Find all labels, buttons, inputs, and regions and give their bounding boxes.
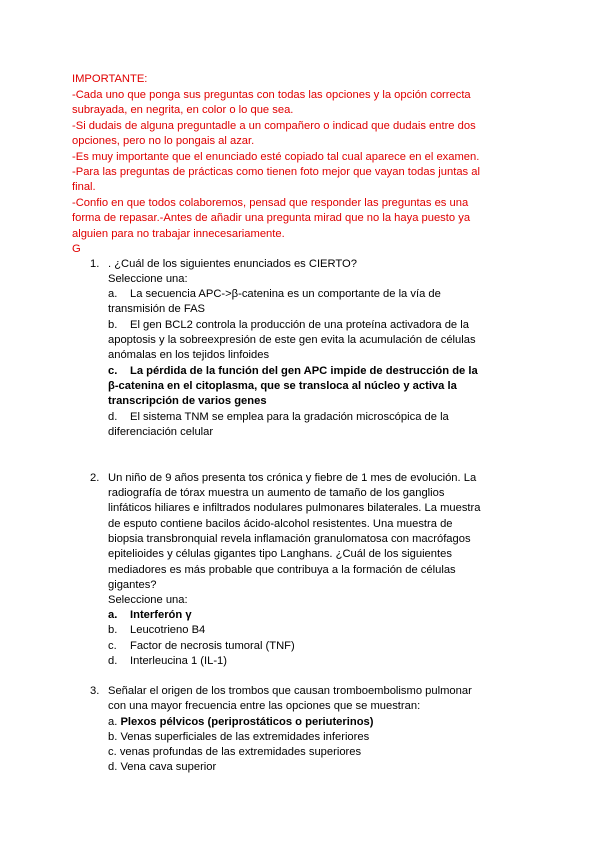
option-b[interactable] [108, 318, 469, 332]
option-letter: b. [108, 319, 118, 331]
question-stem: con una mayor frecuencia entre las opciones que se muestran: [108, 700, 421, 712]
option-text-cont: diferenciación celular [108, 426, 214, 438]
notice-line: final. [72, 181, 96, 193]
option-text-cont: anómalas en los tejidos linfoides [108, 349, 270, 361]
option-letter: d. [108, 655, 118, 667]
option-text: La secuencia APC->β-catenina es un comportante de la vía de [130, 288, 441, 300]
question-stem: Señalar el origen de los trombos que causan tromboembolismo pulmonar [108, 685, 472, 697]
option-letter: a. [108, 609, 118, 621]
notice-line: alguien para no trabajar innecesariamente. [72, 228, 285, 240]
question-stem: de esputo contiene bacilos ácido-alcohol resistentes. Una muestra de [108, 518, 453, 530]
notice-line: opciones, pero no lo pongais al azar. [72, 135, 255, 147]
option-b[interactable] [108, 623, 205, 637]
option-text: El sistema TNM se emplea para la gradación microscópica de la [130, 411, 449, 423]
option-b[interactable] [108, 730, 369, 744]
option-letter: b. [108, 731, 118, 743]
option-text: Plexos pélvicos (periprostáticos o periuterinos) [120, 716, 374, 728]
option-text: El gen BCL2 controla la producción de una proteína activadora de la [130, 319, 469, 331]
option-c[interactable] [108, 745, 361, 759]
notice-title: IMPORTANTE: [72, 73, 148, 85]
question-number: 2. [90, 472, 100, 484]
option-letter: c. [108, 746, 117, 758]
notice-line: -Cada uno que ponga sus preguntas con todas las opciones y la opción correcta [72, 89, 471, 101]
option-letter: c. [108, 640, 117, 652]
notice-line: -Es muy importante que el enunciado esté copiado tal cual aparece en el examen. [72, 151, 480, 163]
option-text: Leucotrieno B4 [130, 624, 206, 636]
option-text-cont: apoptosis y la sobreexpresión de este gen evita la acumulación de células [108, 334, 476, 346]
question-number: 1. [90, 258, 100, 270]
option-a-correct[interactable] [108, 608, 192, 622]
option-text: Factor de necrosis tumoral (TNF) [130, 640, 295, 652]
question-number: 3. [90, 685, 100, 697]
question-stem: linfáticos hiliares e infiltrados nodulares pulmonares bilaterales. La muestra [108, 502, 481, 514]
option-letter: a. [108, 288, 118, 300]
option-text: La pérdida de la función del gen APC impide de destrucción de la [130, 365, 478, 377]
option-d[interactable] [108, 760, 216, 774]
notice-line: forma de repasar.-Antes de añadir una pregunta mirad que no la haya puesto ya [72, 212, 471, 224]
question-stem: epitelioides y células gigantes tipo Langhans. ¿Cuál de los siguientes [108, 548, 452, 560]
option-text: venas profundas de las extremidades superiores [119, 746, 362, 758]
option-letter: c. [108, 365, 118, 377]
option-a[interactable] [108, 287, 441, 301]
notice-line: subrayada, en negrita, en color o lo que sea. [72, 104, 294, 116]
select-prompt: Seleccione una: [108, 273, 188, 285]
option-letter: a. [108, 716, 118, 728]
option-text: Interleucina 1 (IL-1) [130, 655, 228, 667]
option-letter: b. [108, 624, 118, 636]
notice-line: -Confio en que todos colaboremos, pensad que responder las preguntas es una [72, 197, 469, 209]
notice-line: -Si dudais de alguna preguntadle a un compañero o indicad que dudais entre dos [72, 120, 476, 132]
section-letter: G [72, 243, 81, 255]
question-stem: mediadores es más probable que contribuya a la formación de células [108, 564, 456, 576]
option-text: Interferón γ [130, 609, 192, 621]
select-prompt: Seleccione una: [108, 594, 188, 606]
option-text-cont: transmisión de FAS [108, 303, 205, 315]
option-d[interactable] [108, 410, 449, 424]
option-a-correct[interactable] [108, 715, 373, 729]
option-letter: d. [108, 411, 118, 423]
option-text-cont: β-catenina en el citoplasma, que se transloca al núcleo y activa la [108, 380, 457, 392]
option-d[interactable] [108, 654, 227, 668]
question-stem: Un niño de 9 años presenta tos crónica y fiebre de 1 mes de evolución. La [108, 472, 477, 484]
option-text: Venas superficiales de las extremidades inferiores [120, 731, 370, 743]
question-stem: radiografía de tórax muestra un aumento de tamaño de los ganglios [108, 487, 445, 499]
notice-line: -Para las preguntas de prácticas como tienen foto mejor que vayan todas juntas al [72, 166, 480, 178]
option-c-correct[interactable] [108, 364, 478, 378]
question-stem: . ¿Cuál de los siguientes enunciados es CIERTO? [108, 258, 357, 270]
question-stem: gigantes? [108, 579, 157, 591]
option-text: Vena cava superior [120, 761, 217, 773]
option-c[interactable] [108, 639, 295, 653]
option-text-cont: transcripción de varios genes [108, 395, 267, 407]
option-letter: d. [108, 761, 118, 773]
question-stem: biopsia transbronquial revela inflamación granulomatosa con macrófagos [108, 533, 471, 545]
